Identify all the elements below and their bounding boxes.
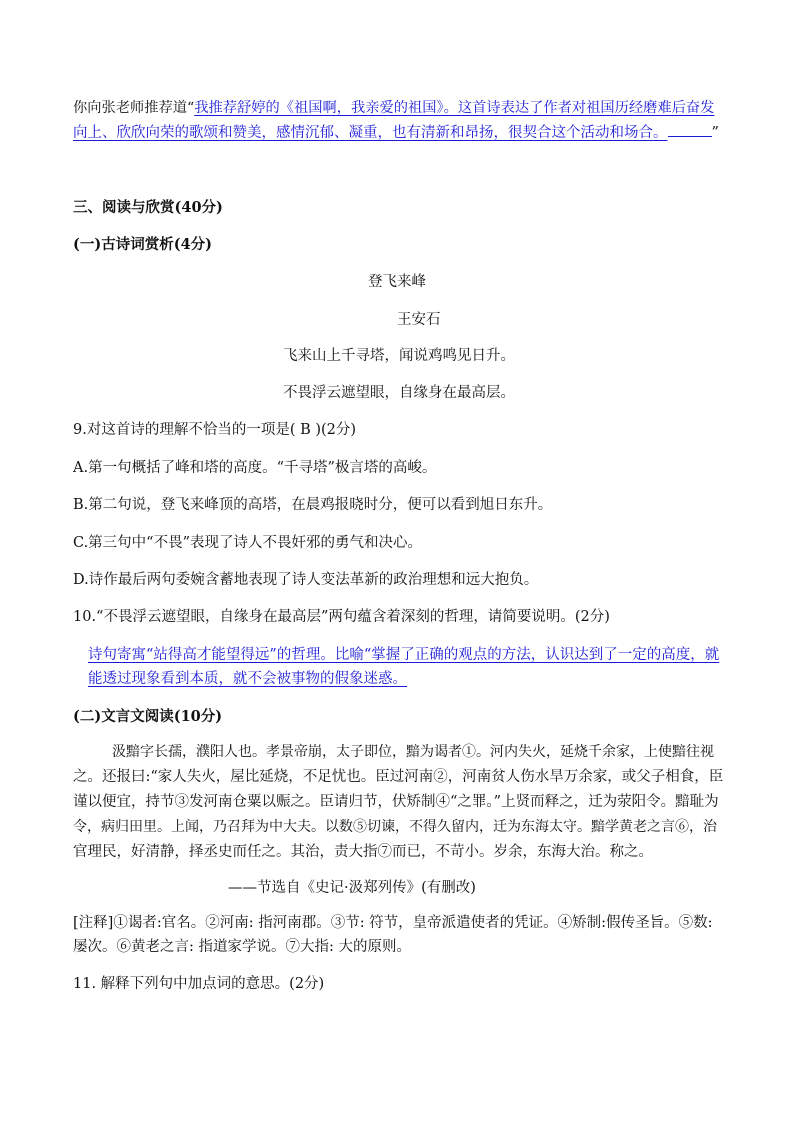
q10-answer-line-1	[88, 645, 719, 665]
q9-option-a: A.第一句概括了峰和塔的高度。“千寻塔”极言塔的高峻。	[73, 460, 437, 476]
part2-title: (二)文言文阅读(10分)	[73, 708, 223, 725]
recommend-suffix: ”	[711, 125, 719, 141]
poem-author: 王安石	[397, 312, 441, 328]
q10-stem: 10.“不畏浮云遮望眼，自缘身在最高层”两句蕴含着深刻的哲理，请简要说明。(2分)	[73, 609, 610, 625]
q10-answer-text-2: 能透过现象看到本质，就不会被事物的假象迷惑。	[88, 671, 407, 687]
answer-blank	[668, 122, 712, 137]
classical-line-2: 之。还报曰:“家人失火，屋比延烧，不足忧也。臣过河南②，河南贫人伤水旱万余家，或父子相食，臣	[73, 769, 724, 785]
recommend-prefix: 你向张老师推荐道“	[73, 100, 195, 116]
classical-source: ——节选自《史记·汲郑列传》(有删改)	[228, 880, 476, 896]
q9-stem: 9.对这首诗的理解不恰当的一项是( B )(2分)	[73, 422, 357, 438]
recommend-line-2	[73, 122, 719, 143]
q10-answer-text-1: 诗句寄寓“站得高才能望得远”的哲理。比喻“掌握了正确的观点的方法，认识达到了一定的高度，就	[88, 647, 720, 663]
q9-option-b: B.第二句说，登飞来峰顶的高塔，在晨鸡报晓时分，便可以看到旭日东升。	[73, 497, 553, 513]
q9-option-c: C.第三句中“不畏”表现了诗人不畏奸邪的勇气和决心。	[73, 535, 423, 551]
classical-line-5: 官理民，好清静，择丞史而任之。其治，责大指⑦而已，不苛小。岁余，东海大治。称之。	[73, 844, 653, 860]
recommend-answer-line-1: 我推荐舒婷的《祖国啊，我亲爱的祖国》。这首诗表达了作者对祖国历经磨难后奋发	[194, 100, 715, 116]
classical-line-1: 汲黯字长孺，濮阳人也。孝景帝崩，太子即位，黯为谒者①。河内失火，延烧千余家，上使黯往视	[112, 744, 714, 760]
notes-line-1: [注释]①谒者:官名。②河南: 指河南郡。③节: 符节，皇帝派遣使者的凭证。④矫制:假传圣旨。⑤数:	[73, 915, 713, 931]
classical-line-4: 令，病归田里。上闻，乃召拜为中大夫。以数⑤切谏，不得久留内，迁为东海太守。黯学黄老之言⑥，治	[73, 819, 717, 835]
poem-line-1: 飞来山上千寻塔，闻说鸡鸣见日升。	[283, 348, 515, 364]
part1-title: (一)古诗词赏析(4分)	[73, 236, 213, 253]
recommend-line-1	[73, 98, 714, 118]
q10-answer-line-2	[88, 669, 407, 689]
q9-option-d: D.诗作最后两句委婉含蓄地表现了诗人变法革新的政治理想和远大抱负。	[73, 572, 539, 588]
notes-line-2: 屡次。⑥黄老之言: 指道家学说。⑦大指: 大的原则。	[73, 939, 411, 955]
recommend-answer-line-2: 向上、欣欣向荣的歌颂和赞美，感情沉郁、凝重，也有清新和昂扬，很契合这个活动和场合。	[73, 125, 668, 141]
section-title: 三、阅读与欣赏(40分)	[73, 199, 223, 216]
poem-line-2: 不畏浮云遮望眼，自缘身在最高层。	[283, 385, 515, 401]
q11-stem: 11. 解释下列句中加点词的意思。(2分)	[73, 976, 325, 992]
classical-line-3: 谨以便宜，持节③发河南仓粟以赈之。臣请归节，伏矫制④“之罪。”上贤而释之，迁为荥阳令。黯耻为	[73, 794, 719, 810]
poem-title: 登飞来峰	[368, 274, 426, 290]
